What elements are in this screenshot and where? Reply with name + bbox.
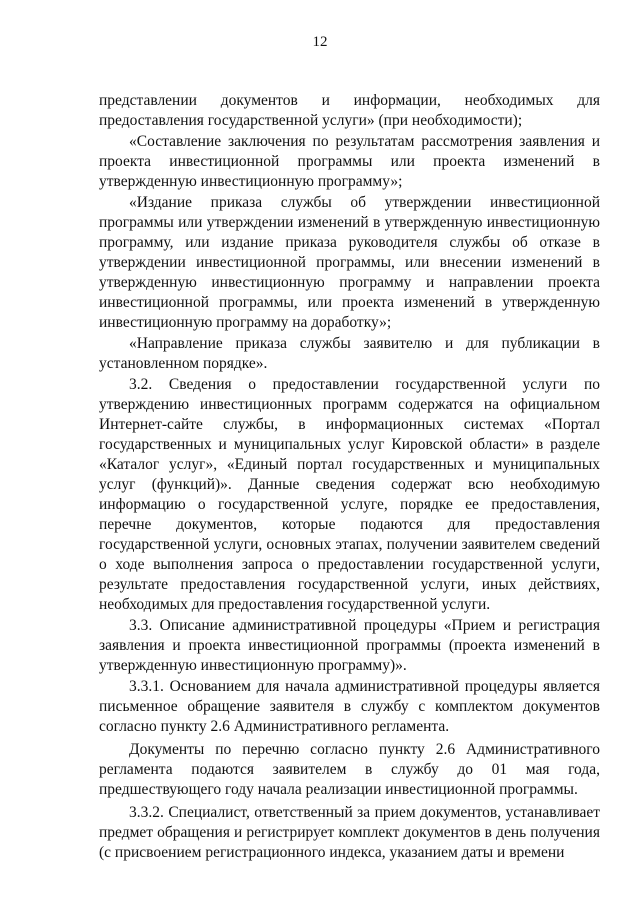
document-body: [99, 91, 600, 864]
paragraph-order-step: «Издание приказа службы об утверждении инвестиционной программы или утверждении изменений в утвержденную инвестиционную программу, или издание приказа руководителя службы об отказе в утверждении инвестиционной программы, или внесении изменений в утвержденную инвестиционную программу и направлении проекта инвестиционной программы, или проекта изменений в утвержденную инвестиционную программу на доработку»;: [99, 194, 600, 331]
page-number: 12: [312, 34, 328, 50]
paragraph-3-2: 3.2. Сведения о предоставлении государственной услуги по утверждению инвестиционных программ содержатся на официальном Интернет-сайте службы, в информационных системах «Портал государственных и муниципальных услуг Кировской области» в разделе «Каталог услуг», «Единый портал государственных и муниципальных услуг (функций)». Данные сведения содержат всю необходимую информацию о государственной услуге, порядке ее предоставления, перечне документов, которые подаются для предоставления государственной услуги, основных этапах, получении заявителем сведений о ходе выполнения запроса о предоставлении государственной услуги, результате предоставления государственной услуги, иных действиях, необходимых для предоставления государственной услуги.: [99, 376, 600, 613]
paragraph-publication-step: «Направление приказа службы заявителю и для публикации в установленном порядке».: [99, 335, 600, 372]
paragraph-3-3-2: 3.3.2. Специалист, ответственный за прием документов, устанавливает предмет обращения и регистрирует комплект документов в день получения (с присвоением регистрационного индекса, указанием даты и времени: [99, 804, 600, 861]
paragraph-3-3-1: 3.3.1. Основанием для начала административной процедуры является письменное обращение заявителя в службу с комплектом документов согласно пункту 2.6 Административного регламента.: [99, 678, 600, 735]
paragraph-documents-deadline: Документы по перечню согласно пункту 2.6 Административного регламента подаются заявителем в службу до 01 мая года, предшествующего году начала реализации инвестиционной программы.: [99, 741, 600, 798]
paragraph-conclusion-step: «Составление заключения по результатам рассмотрения заявления и проекта инвестиционной программы или проекта изменений в утвержденную инвестиционную программу»;: [99, 133, 600, 190]
paragraph-continuation: представлении документов и информации, необходимых для предоставления государственной услуги» (при необходимости);: [99, 92, 600, 129]
paragraph-3-3: 3.3. Описание административной процедуры «Прием и регистрация заявления и проекта инвестиционной программы (проекта изменений в утвержденную инвестиционную программу)».: [99, 617, 600, 674]
